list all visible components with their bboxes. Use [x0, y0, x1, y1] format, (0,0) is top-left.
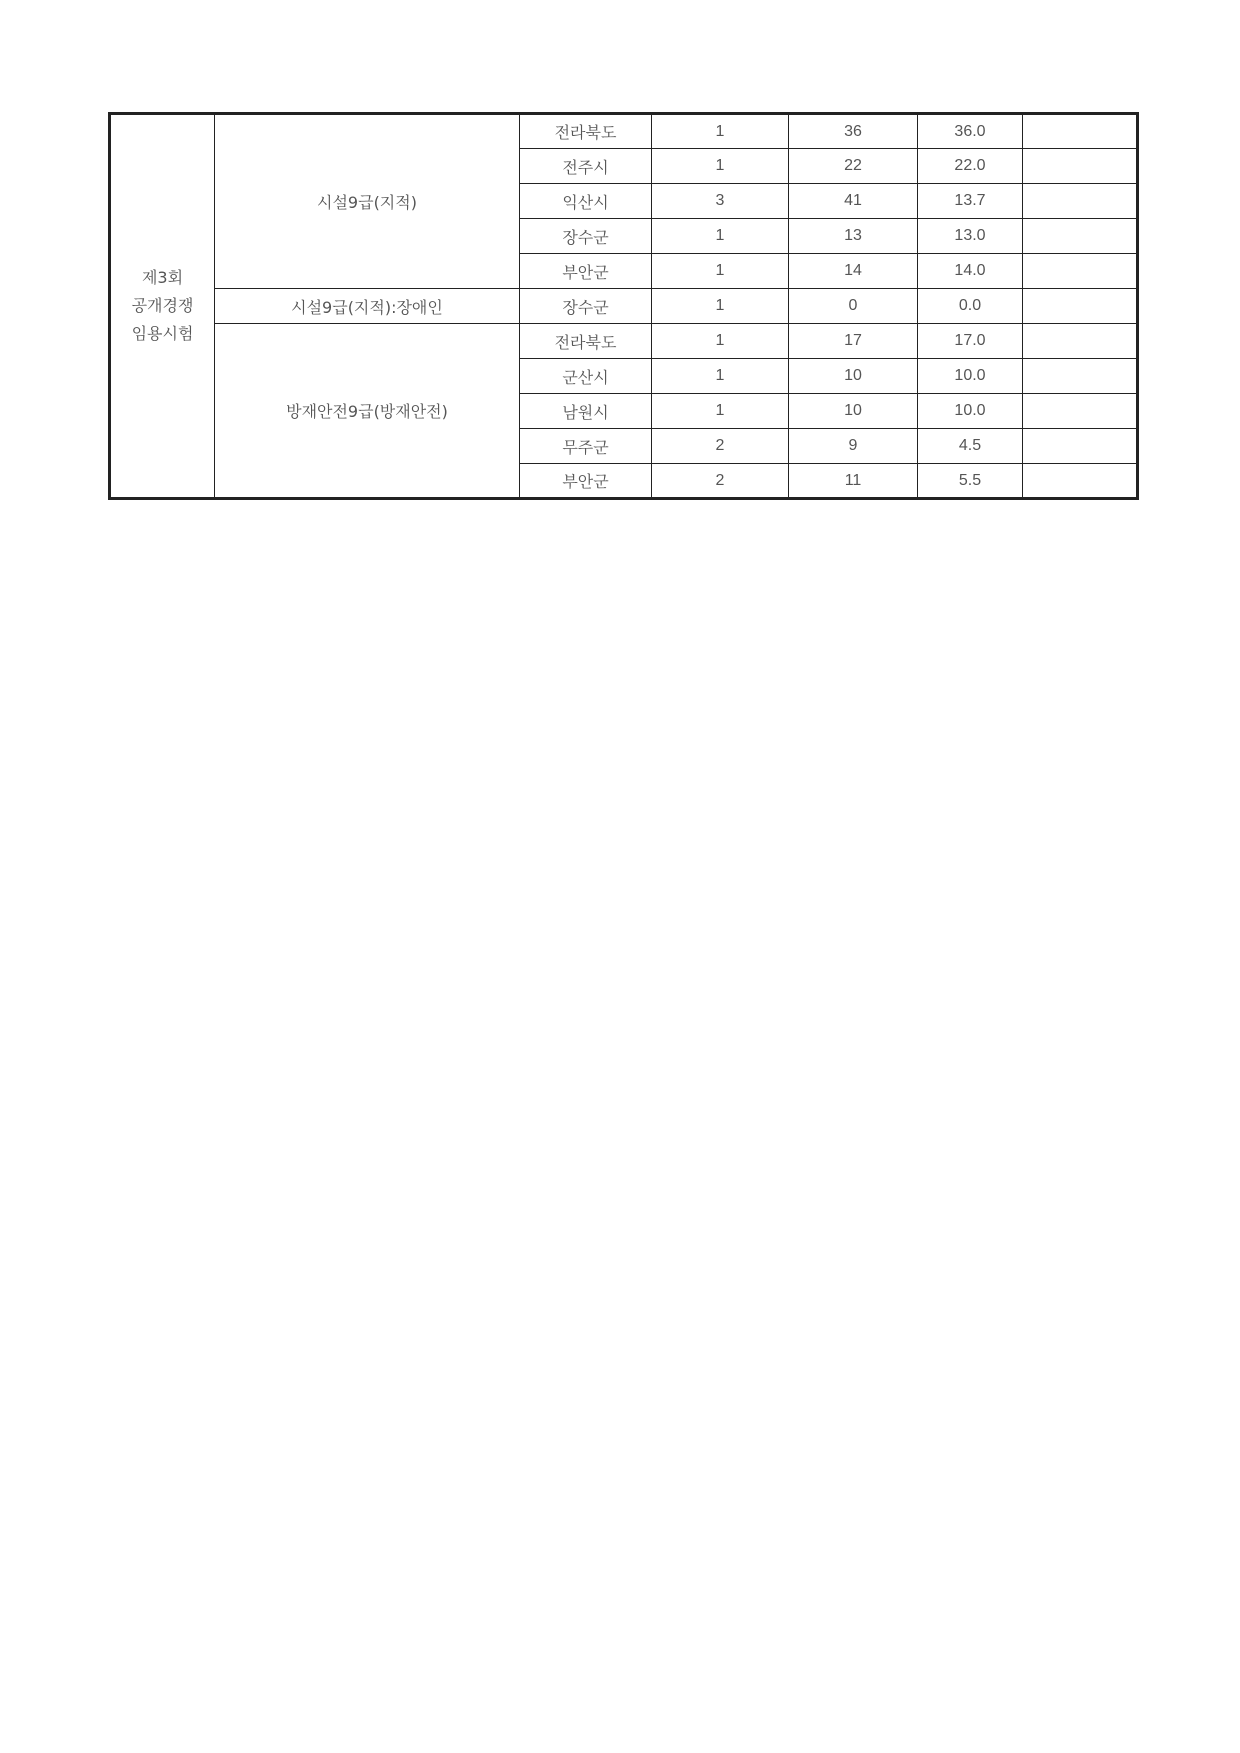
region-cell: 남원시 — [520, 394, 652, 429]
region-cell: 무주군 — [520, 429, 652, 464]
applicants-cell: 13 — [789, 219, 918, 254]
ratio-cell: 0.0 — [918, 289, 1023, 324]
ratio-cell: 10.0 — [918, 359, 1023, 394]
ratio-cell: 10.0 — [918, 394, 1023, 429]
region-cell: 익산시 — [520, 184, 652, 219]
note-cell — [1023, 464, 1138, 499]
quota-cell: 1 — [652, 359, 789, 394]
applicants-cell: 9 — [789, 429, 918, 464]
quota-cell: 2 — [652, 429, 789, 464]
exam-name-cell — [110, 114, 215, 499]
note-cell — [1023, 149, 1138, 184]
note-cell — [1023, 359, 1138, 394]
quota-cell: 1 — [652, 114, 789, 149]
applicants-cell: 10 — [789, 394, 918, 429]
note-cell — [1023, 394, 1138, 429]
table-row — [110, 289, 1138, 324]
applicants-cell: 0 — [789, 289, 918, 324]
note-cell — [1023, 324, 1138, 359]
region-cell: 전라북도 — [520, 324, 652, 359]
ratio-cell: 22.0 — [918, 149, 1023, 184]
quota-cell: 3 — [652, 184, 789, 219]
ratio-cell: 13.7 — [918, 184, 1023, 219]
applicants-cell: 41 — [789, 184, 918, 219]
region-cell: 전라북도 — [520, 114, 652, 149]
applicants-cell: 36 — [789, 114, 918, 149]
job-category-cell: 시설9급(지적):장애인 — [215, 289, 520, 324]
ratio-cell: 5.5 — [918, 464, 1023, 499]
exam-name-line: 임용시험 — [131, 324, 194, 343]
ratio-cell: 17.0 — [918, 324, 1023, 359]
exam-name-line: 공개경쟁 — [131, 296, 194, 315]
quota-cell: 1 — [652, 219, 789, 254]
job-category-cell: 방재안전9급(방재안전) — [215, 324, 520, 499]
quota-cell: 1 — [652, 254, 789, 289]
exam-name-line: 제3회 — [141, 268, 184, 287]
region-cell: 장수군 — [520, 219, 652, 254]
quota-cell: 1 — [652, 149, 789, 184]
region-cell: 장수군 — [520, 289, 652, 324]
region-cell: 부안군 — [520, 464, 652, 499]
quota-cell: 1 — [652, 324, 789, 359]
ratio-cell: 36.0 — [918, 114, 1023, 149]
ratio-cell: 13.0 — [918, 219, 1023, 254]
ratio-cell: 14.0 — [918, 254, 1023, 289]
job-category-cell: 시설9급(지적) — [215, 114, 520, 289]
quota-cell: 2 — [652, 464, 789, 499]
note-cell — [1023, 184, 1138, 219]
region-cell: 군산시 — [520, 359, 652, 394]
applicants-cell: 11 — [789, 464, 918, 499]
table-row — [110, 324, 1138, 359]
table-row — [110, 114, 1138, 149]
ratio-cell: 4.5 — [918, 429, 1023, 464]
applicants-cell: 17 — [789, 324, 918, 359]
note-cell — [1023, 219, 1138, 254]
exam-competition-table — [108, 112, 1139, 500]
quota-cell: 1 — [652, 289, 789, 324]
note-cell — [1023, 114, 1138, 149]
note-cell — [1023, 289, 1138, 324]
region-cell: 부안군 — [520, 254, 652, 289]
note-cell — [1023, 254, 1138, 289]
applicants-cell: 14 — [789, 254, 918, 289]
applicants-cell: 22 — [789, 149, 918, 184]
region-cell: 전주시 — [520, 149, 652, 184]
quota-cell: 1 — [652, 394, 789, 429]
applicants-cell: 10 — [789, 359, 918, 394]
note-cell — [1023, 429, 1138, 464]
